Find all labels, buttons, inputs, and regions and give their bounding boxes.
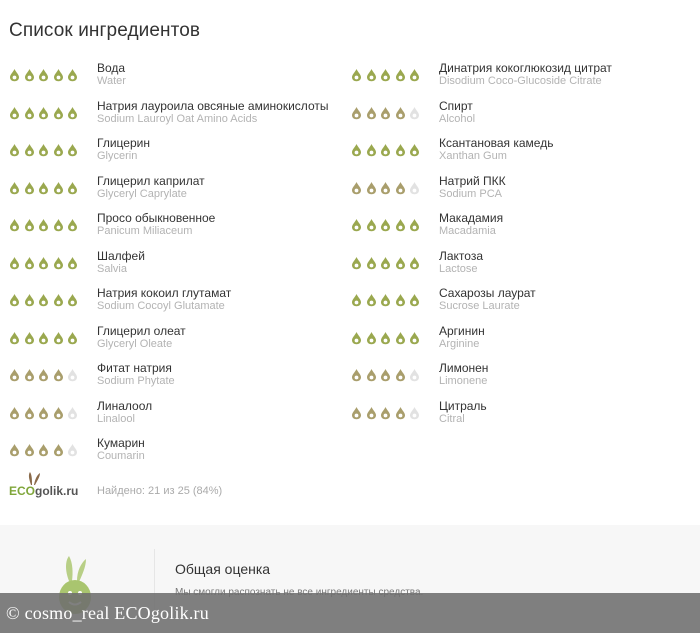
ingredient-name-ru[interactable]: Динатрия кокоглюкозид цитрат	[439, 61, 612, 75]
ingredient-names	[439, 398, 487, 426]
drop-icon	[408, 106, 421, 120]
drop-icon	[23, 406, 36, 420]
ingredient-name-ru[interactable]: Кумарин	[97, 436, 145, 450]
ingredient-name-ru[interactable]: Натрия лауроила овсяные аминокислоты	[97, 98, 329, 113]
drop-icon	[408, 256, 421, 270]
drop-icon	[394, 143, 407, 157]
ingredient-names	[439, 323, 485, 351]
ingredient-name-en: Water	[97, 75, 126, 87]
ingredient-names	[97, 435, 145, 463]
overall-title: Общая оценка	[175, 561, 271, 577]
ingredient-name-ru[interactable]: Просо обыкновенное	[97, 211, 216, 225]
drop-icon	[52, 368, 65, 382]
drop-icon	[365, 368, 378, 382]
ingredient-row[interactable]	[350, 285, 612, 323]
drop-icon	[23, 331, 36, 345]
ingredient-name-ru[interactable]: Лимонен	[439, 361, 489, 375]
drop-icon	[365, 406, 378, 420]
ingredients-column-left	[8, 60, 328, 473]
safety-rating	[8, 98, 97, 120]
drop-icon	[350, 331, 363, 345]
ingredient-names	[97, 173, 205, 201]
safety-rating	[8, 60, 97, 82]
ingredient-name-en: Lactose	[439, 262, 478, 275]
drop-icon	[8, 331, 21, 345]
safety-rating	[350, 285, 439, 307]
drop-icon	[350, 181, 363, 195]
ingredient-name-en: Glyceryl Caprylate	[97, 187, 187, 200]
drop-icon	[365, 293, 378, 307]
ingredient-names	[97, 360, 175, 388]
drop-icon	[365, 106, 378, 120]
drop-icon	[408, 181, 421, 195]
drop-icon	[350, 68, 363, 82]
ingredient-names	[97, 248, 145, 276]
drop-icon	[394, 181, 407, 195]
drop-icon	[408, 143, 421, 157]
drop-icon	[52, 443, 65, 457]
drop-icon	[8, 368, 21, 382]
drop-icon	[37, 68, 50, 82]
drop-icon	[394, 406, 407, 420]
safety-rating	[8, 435, 97, 457]
ecogolik-logo[interactable]	[8, 475, 97, 505]
drop-icon	[37, 443, 50, 457]
safety-rating	[350, 60, 439, 82]
ingredient-names	[97, 398, 152, 426]
found-count: Найдено: 21 из 25 (84%)	[97, 485, 223, 497]
ingredient-name-en: Citral	[439, 412, 465, 425]
drop-icon	[350, 293, 363, 307]
ingredient-names	[439, 135, 553, 163]
ingredient-row[interactable]	[350, 248, 612, 286]
safety-rating	[8, 248, 97, 270]
drop-icon	[52, 331, 65, 345]
ingredient-names	[439, 248, 483, 276]
ingredient-name-ru[interactable]: Шалфей	[97, 248, 145, 263]
drop-icon	[66, 331, 79, 345]
drop-icon	[66, 443, 79, 457]
drop-icon	[23, 106, 36, 120]
drop-icon	[23, 256, 36, 270]
ingredient-name-en: Alcohol	[439, 112, 476, 125]
ingredient-row[interactable]	[8, 398, 328, 436]
drop-icon	[8, 181, 21, 195]
ingredient-names	[439, 173, 506, 201]
ingredient-name-en: Coumarin	[97, 450, 145, 462]
ingredient-name-ru[interactable]: Глицерил олеат	[97, 323, 186, 338]
safety-rating	[8, 135, 97, 157]
ingredient-row[interactable]	[8, 285, 328, 323]
ingredient-names	[97, 210, 215, 238]
safety-rating	[350, 398, 439, 420]
ingredient-row[interactable]	[350, 360, 612, 398]
drop-icon	[408, 293, 421, 307]
drop-icon	[66, 68, 79, 82]
ingredient-name-en: Macadamia	[439, 225, 496, 237]
drop-icon	[66, 106, 79, 120]
ingredient-row[interactable]	[350, 210, 612, 248]
drop-icon	[23, 68, 36, 82]
ingredient-names	[97, 285, 231, 313]
ingredient-names	[439, 360, 488, 388]
ingredient-names	[439, 98, 475, 126]
drop-icon	[37, 106, 50, 120]
ingredient-row[interactable]	[8, 60, 328, 98]
page-title: Список ингредиентов	[9, 20, 201, 41]
safety-rating	[8, 398, 97, 420]
ingredient-name-en: Disodium Coco-Glucoside Citrate	[439, 75, 602, 87]
drop-icon	[8, 293, 21, 307]
drop-icon	[408, 218, 421, 232]
drop-icon	[8, 256, 21, 270]
ingredient-name-en: Arginine	[439, 337, 480, 350]
drop-icon	[23, 181, 36, 195]
brand-golik: golik.ru	[35, 484, 79, 498]
drop-icon	[350, 143, 363, 157]
drop-icon	[350, 106, 363, 120]
safety-rating	[350, 135, 439, 157]
drop-icon	[52, 143, 65, 157]
ingredient-names	[97, 98, 328, 126]
safety-rating	[350, 360, 439, 382]
safety-rating	[8, 210, 97, 232]
ingredient-row[interactable]	[8, 248, 328, 286]
drop-icon	[23, 443, 36, 457]
ingredient-names	[97, 135, 150, 163]
drop-icon	[8, 443, 21, 457]
drop-icon	[350, 406, 363, 420]
drop-icon	[37, 256, 50, 270]
drop-icon	[8, 143, 21, 157]
drop-icon	[8, 68, 21, 82]
ingredient-name-ru[interactable]: Фитат натрия	[97, 361, 172, 375]
ingredient-name-ru[interactable]: Натрия кокоил глутамат	[97, 286, 232, 300]
ingredient-name-en: Sodium Cocoyl Glutamate	[97, 300, 225, 312]
drop-icon	[394, 68, 407, 82]
ingredient-names	[439, 210, 503, 238]
drop-icon	[365, 68, 378, 82]
drop-icon	[37, 181, 50, 195]
ingredient-row[interactable]	[350, 323, 612, 361]
ingredient-row[interactable]	[8, 173, 328, 211]
drop-icon	[350, 368, 363, 382]
drop-icon	[394, 368, 407, 382]
brand-name	[9, 484, 78, 498]
ingredient-row[interactable]	[8, 135, 328, 173]
drop-icon	[52, 68, 65, 82]
safety-rating	[350, 173, 439, 195]
drop-icon	[379, 181, 392, 195]
safety-rating	[8, 285, 97, 307]
drop-icon	[379, 106, 392, 120]
ingredient-row[interactable]	[350, 173, 612, 211]
watermark	[0, 593, 700, 633]
ingredient-row[interactable]	[350, 135, 612, 173]
drop-icon	[394, 256, 407, 270]
drop-icon	[394, 293, 407, 307]
safety-rating	[350, 323, 439, 345]
drop-icon	[8, 106, 21, 120]
ingredient-row[interactable]	[8, 435, 328, 473]
drop-icon	[8, 406, 21, 420]
drop-icon	[23, 143, 36, 157]
drop-icon	[66, 368, 79, 382]
drop-icon	[394, 106, 407, 120]
drop-icon	[394, 218, 407, 232]
drop-icon	[394, 331, 407, 345]
drop-icon	[8, 218, 21, 232]
ingredient-name-en: Sodium PCA	[439, 187, 502, 200]
ingredient-name-ru[interactable]: Глицерин	[97, 136, 150, 150]
ingredient-row[interactable]	[350, 398, 612, 436]
ingredient-name-ru[interactable]: Спирт	[439, 98, 473, 113]
drop-icon	[66, 143, 79, 157]
ingredient-names	[97, 60, 126, 88]
ingredient-name-ru[interactable]: Вода	[97, 61, 126, 75]
drop-icon	[37, 293, 50, 307]
drop-icon	[23, 368, 36, 382]
brand-eco: ECO	[9, 484, 36, 498]
drop-icon	[37, 143, 50, 157]
drop-icon	[37, 406, 50, 420]
ingredient-name-en: Glyceryl Oleate	[97, 337, 173, 350]
ingredient-name-ru[interactable]: Натрий ПКК	[439, 173, 506, 188]
ingredient-names	[439, 285, 536, 313]
ingredient-name-ru[interactable]: Аргинин	[439, 323, 485, 338]
drop-icon	[52, 106, 65, 120]
drop-icon	[365, 218, 378, 232]
ingredient-name-en: Sodium Phytate	[97, 375, 175, 387]
safety-rating	[8, 360, 97, 382]
watermark-text: © cosmo_real ECOgolik.ru	[6, 602, 209, 623]
ingredient-name-ru[interactable]: Ксантановая камедь	[439, 136, 554, 150]
drop-icon	[379, 256, 392, 270]
summary-row	[8, 475, 222, 505]
ingredient-row[interactable]	[8, 210, 328, 248]
ingredient-row[interactable]	[350, 60, 612, 98]
ingredient-name-en: Sodium Lauroyl Oat Amino Acids	[97, 112, 258, 125]
drop-icon	[379, 331, 392, 345]
ingredient-name-ru[interactable]: Сахарозы лаурат	[439, 286, 536, 300]
safety-rating	[8, 323, 97, 345]
drop-icon	[408, 368, 421, 382]
ingredient-row[interactable]	[8, 360, 328, 398]
ingredients-column-right	[350, 60, 612, 435]
ingredient-name-en: Xanthan Gum	[439, 150, 507, 162]
drop-icon	[52, 293, 65, 307]
drop-icon	[52, 256, 65, 270]
ingredient-names	[97, 323, 186, 351]
ingredient-name-ru[interactable]: Цитраль	[439, 398, 487, 413]
drop-icon	[37, 368, 50, 382]
ingredient-row[interactable]	[350, 98, 612, 136]
drop-icon	[350, 218, 363, 232]
ingredient-name-en: Limonene	[439, 375, 488, 387]
drop-icon	[379, 68, 392, 82]
drop-icon	[379, 406, 392, 420]
drop-icon	[37, 331, 50, 345]
ingredient-names	[439, 60, 612, 88]
drop-icon	[23, 293, 36, 307]
safety-rating	[350, 98, 439, 120]
drop-icon	[379, 218, 392, 232]
ingredient-name-en: Linalool	[97, 412, 135, 425]
safety-rating	[350, 210, 439, 232]
ingredient-name-ru[interactable]: Лактоза	[439, 248, 484, 263]
drop-icon	[365, 331, 378, 345]
drop-icon	[52, 181, 65, 195]
ingredient-name-en: Sucrose Laurate	[439, 300, 520, 312]
drop-icon	[365, 256, 378, 270]
drop-icon	[408, 406, 421, 420]
safety-rating	[350, 248, 439, 270]
drop-icon	[66, 181, 79, 195]
drop-icon	[23, 218, 36, 232]
drop-icon	[365, 143, 378, 157]
drop-icon	[66, 218, 79, 232]
ingredient-name-en: Panicum Miliaceum	[97, 225, 193, 237]
drop-icon	[66, 293, 79, 307]
safety-rating	[8, 173, 97, 195]
ingredient-name-ru[interactable]: Макадамия	[439, 211, 504, 225]
drop-icon	[379, 143, 392, 157]
ingredient-name-en: Glycerin	[97, 150, 138, 162]
ingredient-name-ru[interactable]: Линалоол	[97, 398, 153, 413]
ingredient-row[interactable]	[8, 98, 328, 136]
drop-icon	[408, 68, 421, 82]
ingredient-name-en: Salvia	[97, 262, 127, 275]
drop-icon	[52, 406, 65, 420]
drop-icon	[52, 218, 65, 232]
drop-icon	[37, 218, 50, 232]
drop-icon	[350, 256, 363, 270]
drop-icon	[365, 181, 378, 195]
ingredient-row[interactable]	[8, 323, 328, 361]
ingredient-name-ru[interactable]: Глицерил каприлат	[97, 173, 205, 188]
drop-icon	[379, 293, 392, 307]
drop-icon	[379, 368, 392, 382]
drop-icon	[66, 256, 79, 270]
drop-icon	[66, 406, 79, 420]
drop-icon	[408, 331, 421, 345]
